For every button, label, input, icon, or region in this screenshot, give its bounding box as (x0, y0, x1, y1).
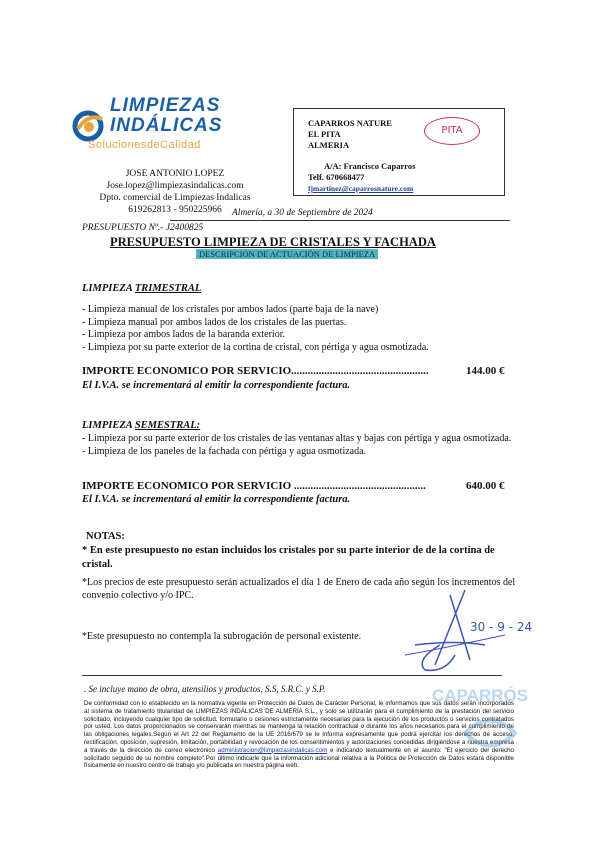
handwritten-date: 30 - 9 - 24 (470, 620, 533, 634)
client-place: EL PITA (308, 129, 341, 139)
footer-divider (82, 675, 502, 676)
list-item: - Limpieza por su parte exterior de los cristales de las ventanas altas y bajas con pértiga y agua osmotizada. (82, 433, 512, 444)
importe-semestral-value: 640.00 € (466, 480, 505, 492)
logo-tagline: SolucionesdeCalidad (88, 139, 201, 151)
contact-phones: 619262813 - 950225966 (128, 205, 222, 215)
importe-semestral-label: IMPORTE ECONOMICO POR SERVICIO ................................................ (82, 480, 426, 492)
section-heading-word: TRIMESTRAL (134, 283, 202, 294)
trimestral-items (82, 304, 522, 354)
section-heading-prefix: LIMPIEZA (82, 420, 135, 431)
legal-notice (84, 700, 514, 770)
legal-text-1: De conformidad con lo establecido en la normativa vigente en Protección de Datos de Carácter Personal, le informamos que sus datos serán incorporados al sistema de tratamiento titularidad de LIMPIEZAS INDÁLICAS DE ALMERÍA S.L., y solo se utilizarán para el cumplimiento de la prestación del servicio solicitado, incluyendo cualquier tipo de solicitud, formulario o cesiones estrictamente necesarias para la ejecución de los productos o servicios contratados por usted. Los datos proporcionados se conservarán mientras se mantenga la relación contractual o durante los años necesarios para el cumplimiento de las obligaciones legales.Según el Art 22 del Reglamento de la UE 2016/679 se le informa expresamente que podrá ejercitar los derechos de acceso, rectificación, oposición, supresión, limitación, portabilidad y revocación de los consentimientos y autorizaciones concedidas dirigiéndose a nuestra empresa a través de la dirección de correo electrónico (84, 700, 514, 754)
client-box (293, 108, 505, 196)
list-item: - Limpieza por su parte exterior de la cortina de cristal, con pértiga y agua osmotizada. (82, 341, 429, 353)
list-item: - Limpieza manual por ambos lados de los cristales de las puertas. (82, 316, 347, 328)
handwritten-client-note-text: PITA (441, 125, 463, 136)
semestral-items (82, 433, 522, 458)
iva-note-trimestral: El I.V.A. se incrementará al emitir la correspondiente factura. (82, 380, 351, 391)
importe-trimestral-value: 144.00 € (466, 365, 505, 377)
logo-line1: LIMPIEZAS (110, 95, 221, 116)
importe-trimestral-label: IMPORTE ECONOMICO POR SERVICIO.................................................. (82, 365, 429, 377)
client-attn: A/A: Francisco Caparros (324, 161, 416, 171)
list-item: - Limpieza de los paneles de la fachada con pértiga y agua osmotizada. (82, 445, 367, 457)
section-heading-trimestral (82, 283, 201, 294)
legal-text-2: e indicando textualmente en el asunto: "El ejercicio del derecho solicitado seguido de su nombre completo".Por último indicarle que la información adicional relativa a la Política de Protección de Datos estará disponible físicamente en nuestro centro de trabajo y/o publicada en nuestra página web. (84, 746, 514, 770)
contact-dept: Dpto. comercial de Limpiezas Indalicas (99, 193, 251, 203)
client-phone: Telf. 670668477 (308, 172, 365, 182)
client-email[interactable]: fjmartinez@caparrosnature.com (308, 184, 414, 193)
section-heading-word: SEMESTRAL: (134, 420, 201, 431)
stamp-text: CAPARRÓS (432, 686, 529, 705)
logo-swirl-icon (70, 109, 108, 143)
logo-line2: INDÁLICAS (110, 115, 223, 136)
page-subtitle: DESCRIPCION DE ACTUACIÓN DE LIMPIEZA (196, 249, 378, 259)
budget-number: PRESUPUESTO Nº.- J2400825 (82, 223, 204, 233)
notes-heading: NOTAS: (86, 531, 125, 542)
list-item: - Limpieza manual de los cristales por ambos lados (parte baja de la nave) (82, 304, 379, 315)
section-heading-semestral (82, 420, 200, 431)
note-3: *Este presupuesto no contempla la subrogación de personal existente. (82, 631, 362, 642)
date-line: Almería, a 30 de Septiembre de 2024 (232, 208, 373, 218)
note-2: *Los precios de este presupuesto serán actualizados el día 1 de Enero de cada año según los incrementos del convenio colectivo y/o IPC. (82, 577, 516, 601)
iva-note-semestral: El I.V.A. se incrementará al emitir la correspondiente factura. (82, 494, 351, 505)
legal-email-link[interactable]: administracion@limpiezasindalicas.com (217, 746, 328, 754)
list-item: - Limpieza por ambos lados de la baranda exterior. (82, 329, 285, 340)
date-underline (170, 220, 510, 221)
contact-email: Jose.lopez@limpiezasindalicas.com (106, 181, 244, 191)
company-logo (70, 95, 230, 155)
client-name: CAPARROS NATURE (308, 118, 392, 128)
section-heading-prefix: LIMPIEZA (82, 283, 135, 294)
note-1: * En este presupuesto no estan incluidos los cristales por su parte interior de de la cortina de cristal. (82, 545, 495, 570)
handwritten-client-note (424, 117, 480, 145)
client-city: ALMERIA (308, 140, 350, 150)
contact-name: JOSE ANTONIO LOPEZ (125, 169, 225, 179)
footer-includes: . Se incluye mano de obra, utensilios y productos, S.S, S.R.C. y S.P. (84, 684, 326, 694)
page-title: PRESUPUESTO LIMPIEZA DE CRISTALES Y FACHADA (110, 235, 436, 249)
